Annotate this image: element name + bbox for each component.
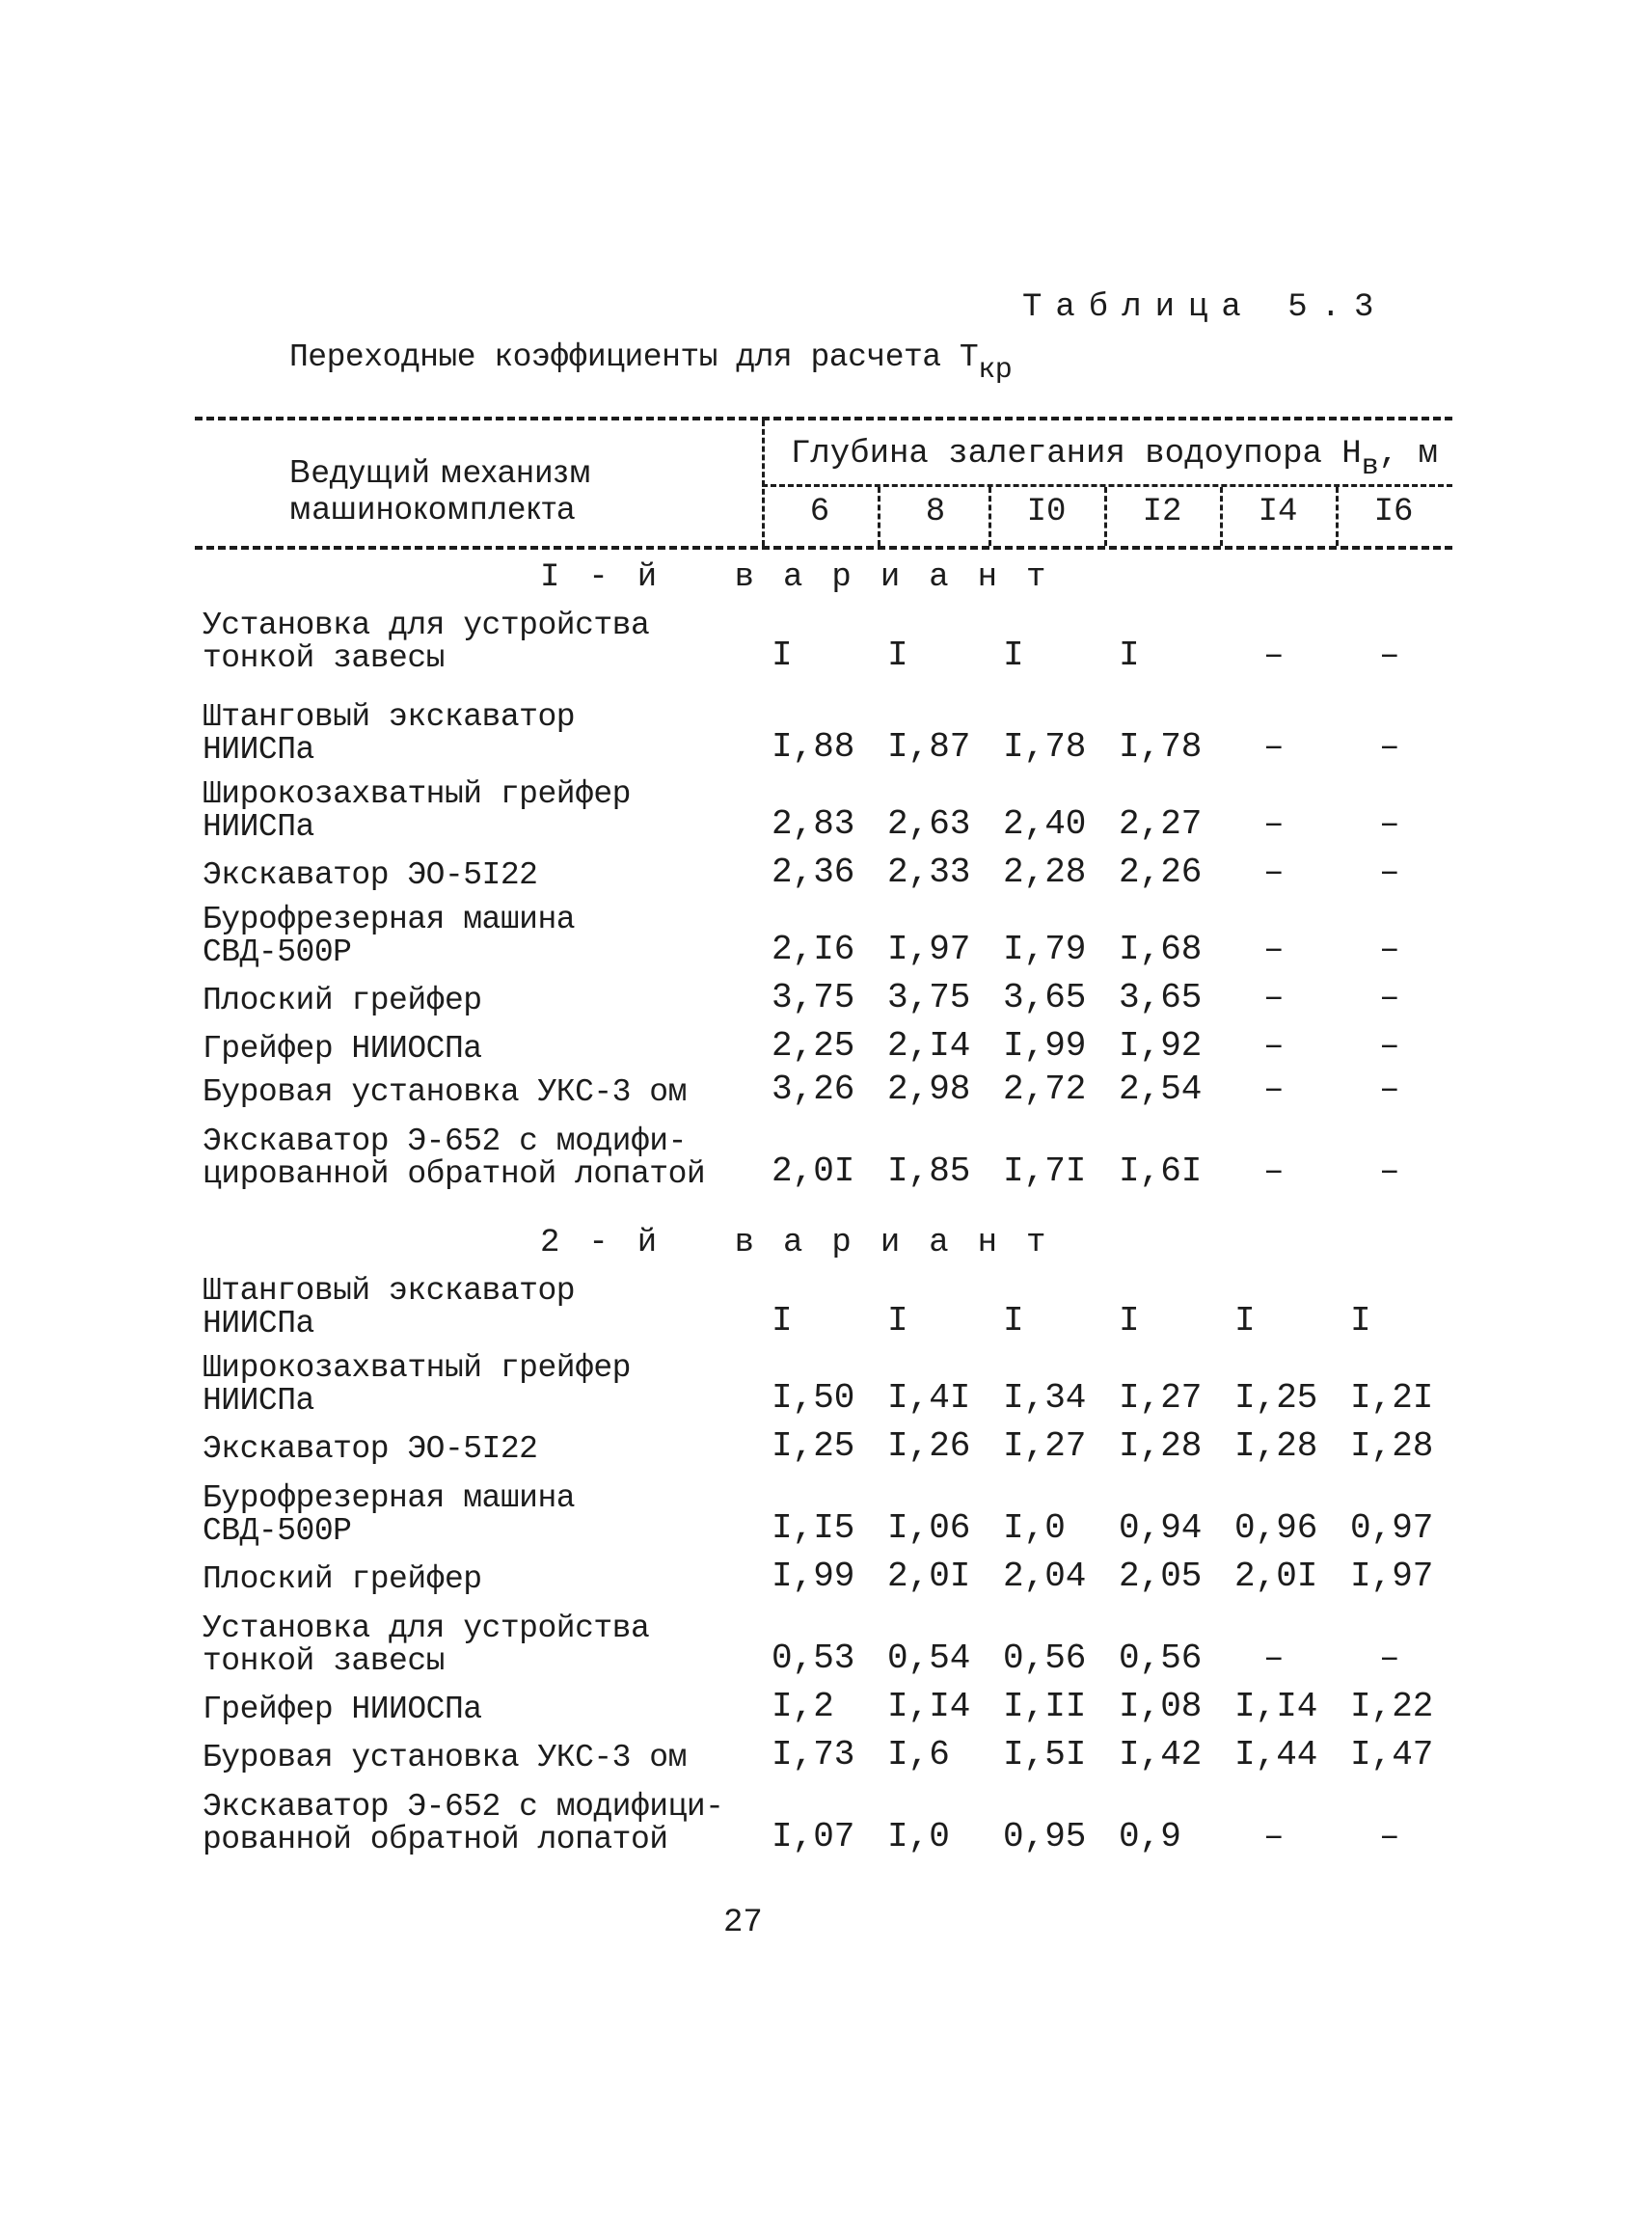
table-row [203, 1273, 1456, 1341]
mechanism-name [203, 1275, 791, 1341]
coefficient-cell: I [772, 1301, 793, 1341]
coefficient-cell: I,08 [1119, 1687, 1203, 1726]
mechanism-name-line: Штанговый экскаватор [203, 699, 576, 735]
mechanism-name [203, 1125, 791, 1191]
coefficient-cell: I,4I [887, 1378, 971, 1418]
coefficient-cell: I,27 [1119, 1378, 1203, 1418]
coefficient-cell: 2,I6 [772, 930, 855, 969]
coefficient-cell: – [1379, 1151, 1400, 1191]
coefficient-cell: 2,40 [1003, 804, 1087, 844]
coefficient-cell: I,50 [772, 1378, 855, 1418]
coefficient-cell: – [1379, 1817, 1400, 1856]
coefficient-cell: – [1263, 978, 1285, 1017]
coefficient-cell: – [1379, 930, 1400, 969]
variant-2-title: 2-й вариант [540, 1225, 1075, 1261]
coefficient-cell: I [887, 636, 908, 675]
coefficient-cell: – [1379, 804, 1400, 844]
coefficient-cell: I,78 [1003, 727, 1087, 767]
coefficient-cell: I,68 [1119, 930, 1203, 969]
coefficient-cell: 2,26 [1119, 853, 1203, 892]
coefficient-cell: – [1263, 636, 1285, 675]
coefficient-cell: 2,25 [772, 1026, 855, 1066]
coefficient-cell: – [1263, 1639, 1285, 1678]
mechanism-name-line: Бурофрезерная машина [203, 1480, 576, 1516]
coefficient-cell: I,73 [772, 1735, 855, 1774]
mechanism-column-header: Ведущий механизм машинокомплекта [289, 453, 592, 526]
mechanism-name-line: Установка для устройства [203, 1611, 650, 1646]
coefficient-cell: I,06 [887, 1508, 971, 1548]
mechanism-name-line: тонкой завесы [203, 640, 445, 676]
mechanism-name-line: Экскаватор Э-652 с модифици- [203, 1789, 724, 1825]
coefficient-cell: I,2I [1350, 1378, 1434, 1418]
coefficient-cell: 2,04 [1003, 1557, 1087, 1596]
mechanism-name-line: тонкой завесы [203, 1643, 445, 1679]
coefficient-cell: I,97 [887, 930, 971, 969]
coefficient-cell: I,92 [1119, 1026, 1203, 1066]
coefficient-cell: I,79 [1003, 930, 1087, 969]
coefficient-cell: – [1379, 636, 1400, 675]
table-caption: Переходные коэффициенты для расчета $Т_{кр}$ [289, 339, 1013, 387]
coefficient-cell: I,2 [772, 1687, 834, 1726]
coefficient-cell: 3,65 [1003, 978, 1087, 1017]
table-row [203, 1789, 1456, 1856]
mechanism-name-line: Буровая установка УКС-3 ом [203, 1074, 687, 1110]
table-row [203, 1124, 1456, 1191]
coefficient-cell: – [1379, 727, 1400, 767]
coefficient-cell: I [1350, 1301, 1371, 1341]
table-row [203, 1707, 1456, 1774]
coefficient-cell: I,6 [887, 1735, 950, 1774]
mechanism-name-line: СВД-500Р [203, 934, 352, 970]
coefficient-cell: 0,94 [1119, 1508, 1203, 1548]
coefficient-cell: – [1379, 1070, 1400, 1109]
depth-header-8: 8 [925, 494, 946, 530]
mechanism-name-line: НИИСПа [203, 732, 314, 768]
table-row [203, 1398, 1456, 1466]
coefficient-cell: – [1379, 853, 1400, 892]
mechanism-name-line: Штанговый экскаватор [203, 1273, 576, 1309]
coefficient-cell: I,5I [1003, 1735, 1087, 1774]
coefficient-cell: 2,05 [1119, 1557, 1203, 1596]
coefficient-cell: 0,56 [1119, 1639, 1203, 1678]
mechanism-name-line: Буровая установка УКС-3 ом [203, 1740, 687, 1775]
coefficient-cell: 2,36 [772, 853, 855, 892]
table-row [203, 1529, 1456, 1596]
coefficient-cell: I,34 [1003, 1378, 1087, 1418]
coefficient-cell: 2,27 [1119, 804, 1203, 844]
mechanism-name-line: НИИСПа [203, 1383, 314, 1419]
table-row [203, 1042, 1456, 1109]
coefficient-cell: 0,53 [772, 1639, 855, 1678]
coefficient-cell: – [1379, 1026, 1400, 1066]
coefficient-cell: 2,54 [1119, 1070, 1203, 1109]
mechanism-name-line: Экскаватор Э-652 с модифи- [203, 1124, 687, 1159]
coefficient-cell: I [887, 1301, 908, 1341]
coefficient-cell: 2,0I [772, 1151, 855, 1191]
mechanism-name-line: СВД-500Р [203, 1513, 352, 1549]
coefficient-cell: I [1003, 636, 1024, 675]
coefficient-cell: 2,0I [887, 1557, 971, 1596]
coefficient-cell: I,44 [1234, 1735, 1318, 1774]
depth-column-header: Глубина залегания водоупора $Н_в$, м [791, 436, 1438, 483]
coefficient-cell: I,7I [1003, 1151, 1087, 1191]
coefficient-cell: I,85 [887, 1151, 971, 1191]
coefficient-cell: 3,75 [887, 978, 971, 1017]
coefficient-cell: I,42 [1119, 1735, 1203, 1774]
coefficient-cell: 3,65 [1119, 978, 1203, 1017]
mechanism-name-line: Экскаватор ЭО-5I22 [203, 1431, 538, 1467]
coefficient-cell: I,28 [1119, 1426, 1203, 1466]
mechanism-name-line: рованной обратной лопатой [203, 1822, 668, 1857]
coefficient-cell: I,97 [1350, 1557, 1434, 1596]
mechanism-name-line: НИИСПа [203, 809, 314, 845]
mechanism-name-line: Установка для устройства [203, 608, 650, 643]
coefficient-cell: 2,72 [1003, 1070, 1087, 1109]
variant-1-title: I-й вариант [540, 559, 1075, 596]
coefficient-cell: I [772, 636, 793, 675]
coefficient-cell: I [1119, 636, 1140, 675]
coefficient-cell: I,25 [1234, 1378, 1318, 1418]
coefficient-cell: I,78 [1119, 727, 1203, 767]
coefficient-cell: I,II [1003, 1687, 1087, 1726]
coefficient-cell: I,25 [772, 1426, 855, 1466]
coefficient-cell: 0,9 [1119, 1817, 1181, 1856]
mechanism-name-line: Грейфер НИИОСПа [203, 1692, 482, 1727]
coefficient-cell: I,28 [1234, 1426, 1318, 1466]
coefficient-cell: 2,I4 [887, 1026, 971, 1066]
coefficient-cell: I,99 [772, 1557, 855, 1596]
page-number: 27 [723, 1905, 763, 1941]
coefficient-cell: 3,75 [772, 978, 855, 1017]
mechanism-name-line: Широкозахватный грейфер [203, 776, 631, 812]
depth-header-10: I0 [1026, 494, 1067, 530]
mechanism-name [203, 859, 791, 892]
coefficient-cell: I,07 [772, 1817, 855, 1856]
coefficient-cell: 2,98 [887, 1070, 971, 1109]
coefficient-cell: 2,63 [887, 804, 971, 844]
mechanism-name-line: Широкозахватный грейфер [203, 1350, 631, 1386]
mechanism-name-line: Бурофрезерная машина [203, 902, 576, 937]
coefficient-cell: – [1263, 853, 1285, 892]
coefficient-cell: 2,0I [1234, 1557, 1318, 1596]
mechanism-name-line: Экскаватор ЭО-5I22 [203, 857, 538, 893]
coefficient-cell: 3,26 [772, 1070, 855, 1109]
coefficient-cell: 0,96 [1234, 1508, 1318, 1548]
coefficient-cell: – [1263, 1026, 1285, 1066]
coefficient-cell: I,99 [1003, 1026, 1087, 1066]
table-top-rule [195, 417, 1452, 420]
coefficient-cell: – [1379, 978, 1400, 1017]
coefficient-cell: 0,95 [1003, 1817, 1087, 1856]
mechanism-name [203, 1742, 791, 1774]
mechanism-name-line: Грейфер НИИОСПа [203, 1031, 482, 1067]
coefficient-cell: I [1003, 1301, 1024, 1341]
coefficient-cell: I,47 [1350, 1735, 1434, 1774]
coefficient-cell: 0,97 [1350, 1508, 1434, 1548]
coefficient-cell: I,87 [887, 727, 971, 767]
coefficient-cell: I,27 [1003, 1426, 1087, 1466]
coefficient-cell: I,6I [1119, 1151, 1203, 1191]
coefficient-cell: I,26 [887, 1426, 971, 1466]
mechanism-name-line: Плоский грейфер [203, 983, 482, 1018]
mechanism-name-line: цированной обратной лопатой [203, 1156, 706, 1192]
coefficient-cell: 2,33 [887, 853, 971, 892]
coefficient-cell: 0,56 [1003, 1639, 1087, 1678]
mechanism-name [203, 1791, 791, 1856]
coefficient-cell: I,I4 [1234, 1687, 1318, 1726]
mechanism-name-line: НИИСПа [203, 1306, 314, 1341]
coefficient-cell: I,22 [1350, 1687, 1434, 1726]
coefficient-cell: I,0 [1003, 1508, 1066, 1548]
coefficient-cell: I,I4 [887, 1687, 971, 1726]
coefficient-cell: – [1263, 930, 1285, 969]
depth-header-16: I6 [1373, 494, 1414, 530]
coefficient-cell: I,88 [772, 727, 855, 767]
header-bottom-rule [195, 546, 1452, 550]
mechanism-name-line: Плоский грейфер [203, 1561, 482, 1597]
mechanism-name [203, 1076, 791, 1109]
mechanism-name [203, 609, 791, 675]
mechanism-name [203, 1563, 791, 1596]
coefficient-cell: I,28 [1350, 1426, 1434, 1466]
coefficient-cell: I,I5 [772, 1508, 855, 1548]
coefficient-cell: I,0 [887, 1817, 950, 1856]
depth-header-14: I4 [1258, 494, 1298, 530]
coefficient-cell: – [1263, 1070, 1285, 1109]
mechanism-name [203, 701, 791, 767]
coefficient-cell: – [1263, 804, 1285, 844]
coefficient-cell: 2,28 [1003, 853, 1087, 892]
coefficient-cell: – [1263, 1817, 1285, 1856]
coefficient-cell: 2,83 [772, 804, 855, 844]
depth-header-12: I2 [1142, 494, 1182, 530]
table-row [203, 825, 1456, 892]
coefficient-cell: I [1119, 1301, 1140, 1341]
table-row [203, 608, 1456, 675]
coefficient-cell: – [1379, 1639, 1400, 1678]
coefficient-cell: I [1234, 1301, 1256, 1341]
coefficient-cell: – [1263, 727, 1285, 767]
mechanism-name [203, 1433, 791, 1466]
header-sub-rule [762, 484, 1452, 487]
table-row [203, 699, 1456, 767]
coefficient-cell: 0,54 [887, 1639, 971, 1678]
table-label: Таблица 5.3 [1022, 289, 1388, 326]
coefficient-cell: – [1263, 1151, 1285, 1191]
depth-header-6: 6 [809, 494, 830, 530]
